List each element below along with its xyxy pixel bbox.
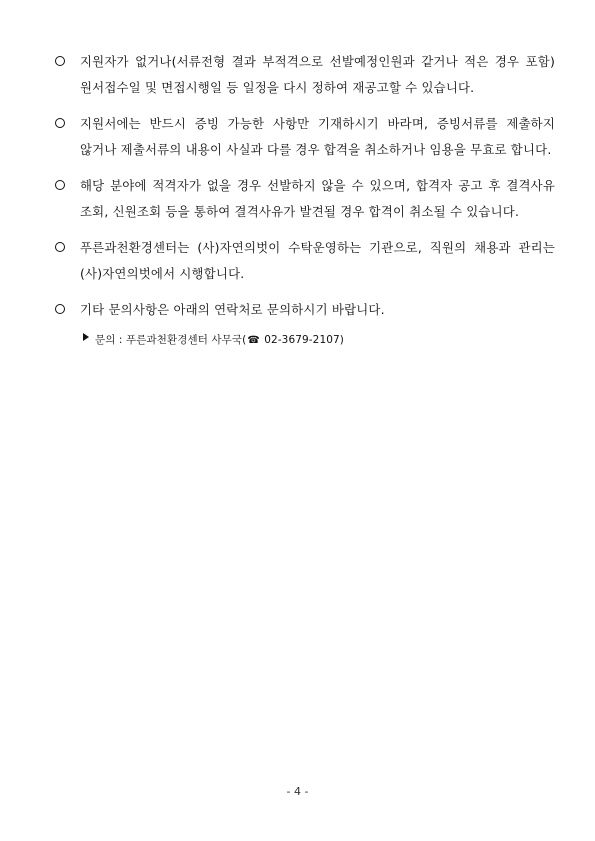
notice-item xyxy=(55,49,555,100)
notice-text: 기타 문의사항은 아래의 연락처로 문의하시기 바랍니다. xyxy=(80,302,385,317)
circle-bullet-icon xyxy=(55,304,65,314)
notice-item xyxy=(55,173,555,224)
contact-info xyxy=(83,328,555,348)
notice-list xyxy=(55,49,555,348)
notice-item xyxy=(55,235,555,286)
triangle-bullet-icon xyxy=(83,333,89,341)
notice-text: 지원자가 없거나(서류전형 결과 부적격으로 선발예정인원과 같거나 적은 경우 포함)원서접수일 및 면접시행일 등 일정을 다시 정하여 재공고할 수 있습니다. xyxy=(80,54,555,95)
circle-bullet-icon xyxy=(55,56,65,66)
notice-text: 지원서에는 반드시 증빙 가능한 사항만 기재하시기 바라며, 증빙서류를 제출하지 않거나 제출서류의 내용이 사실과 다를 경우 합격을 취소하거나 임용을 무효로 합니다. xyxy=(80,116,555,157)
notice-item xyxy=(55,111,555,162)
circle-bullet-icon xyxy=(55,180,65,190)
notice-text: 해당 분야에 적격자가 없을 경우 선발하지 않을 수 있으며, 합격자 공고 후 결격사유 조회, 신원조회 등을 통하여 결격사유가 발견될 경우 합격이 취소될 수 있습니다. xyxy=(80,178,555,219)
notice-item xyxy=(55,297,555,323)
circle-bullet-icon xyxy=(55,118,65,128)
contact-phone-number: 02-3679-2107) xyxy=(260,333,344,346)
page-number: - 4 - xyxy=(286,785,309,798)
contact-prefix: 문의 : 푸른과천환경센터 사무국( xyxy=(95,333,247,346)
notice-text: 푸른과천환경센터는 (사)자연의벗이 수탁운영하는 기관으로, 직원의 채용과 관리는 (사)자연의벗에서 시행합니다. xyxy=(80,240,555,281)
circle-bullet-icon xyxy=(55,242,65,252)
phone-icon: ☎ xyxy=(247,334,260,346)
